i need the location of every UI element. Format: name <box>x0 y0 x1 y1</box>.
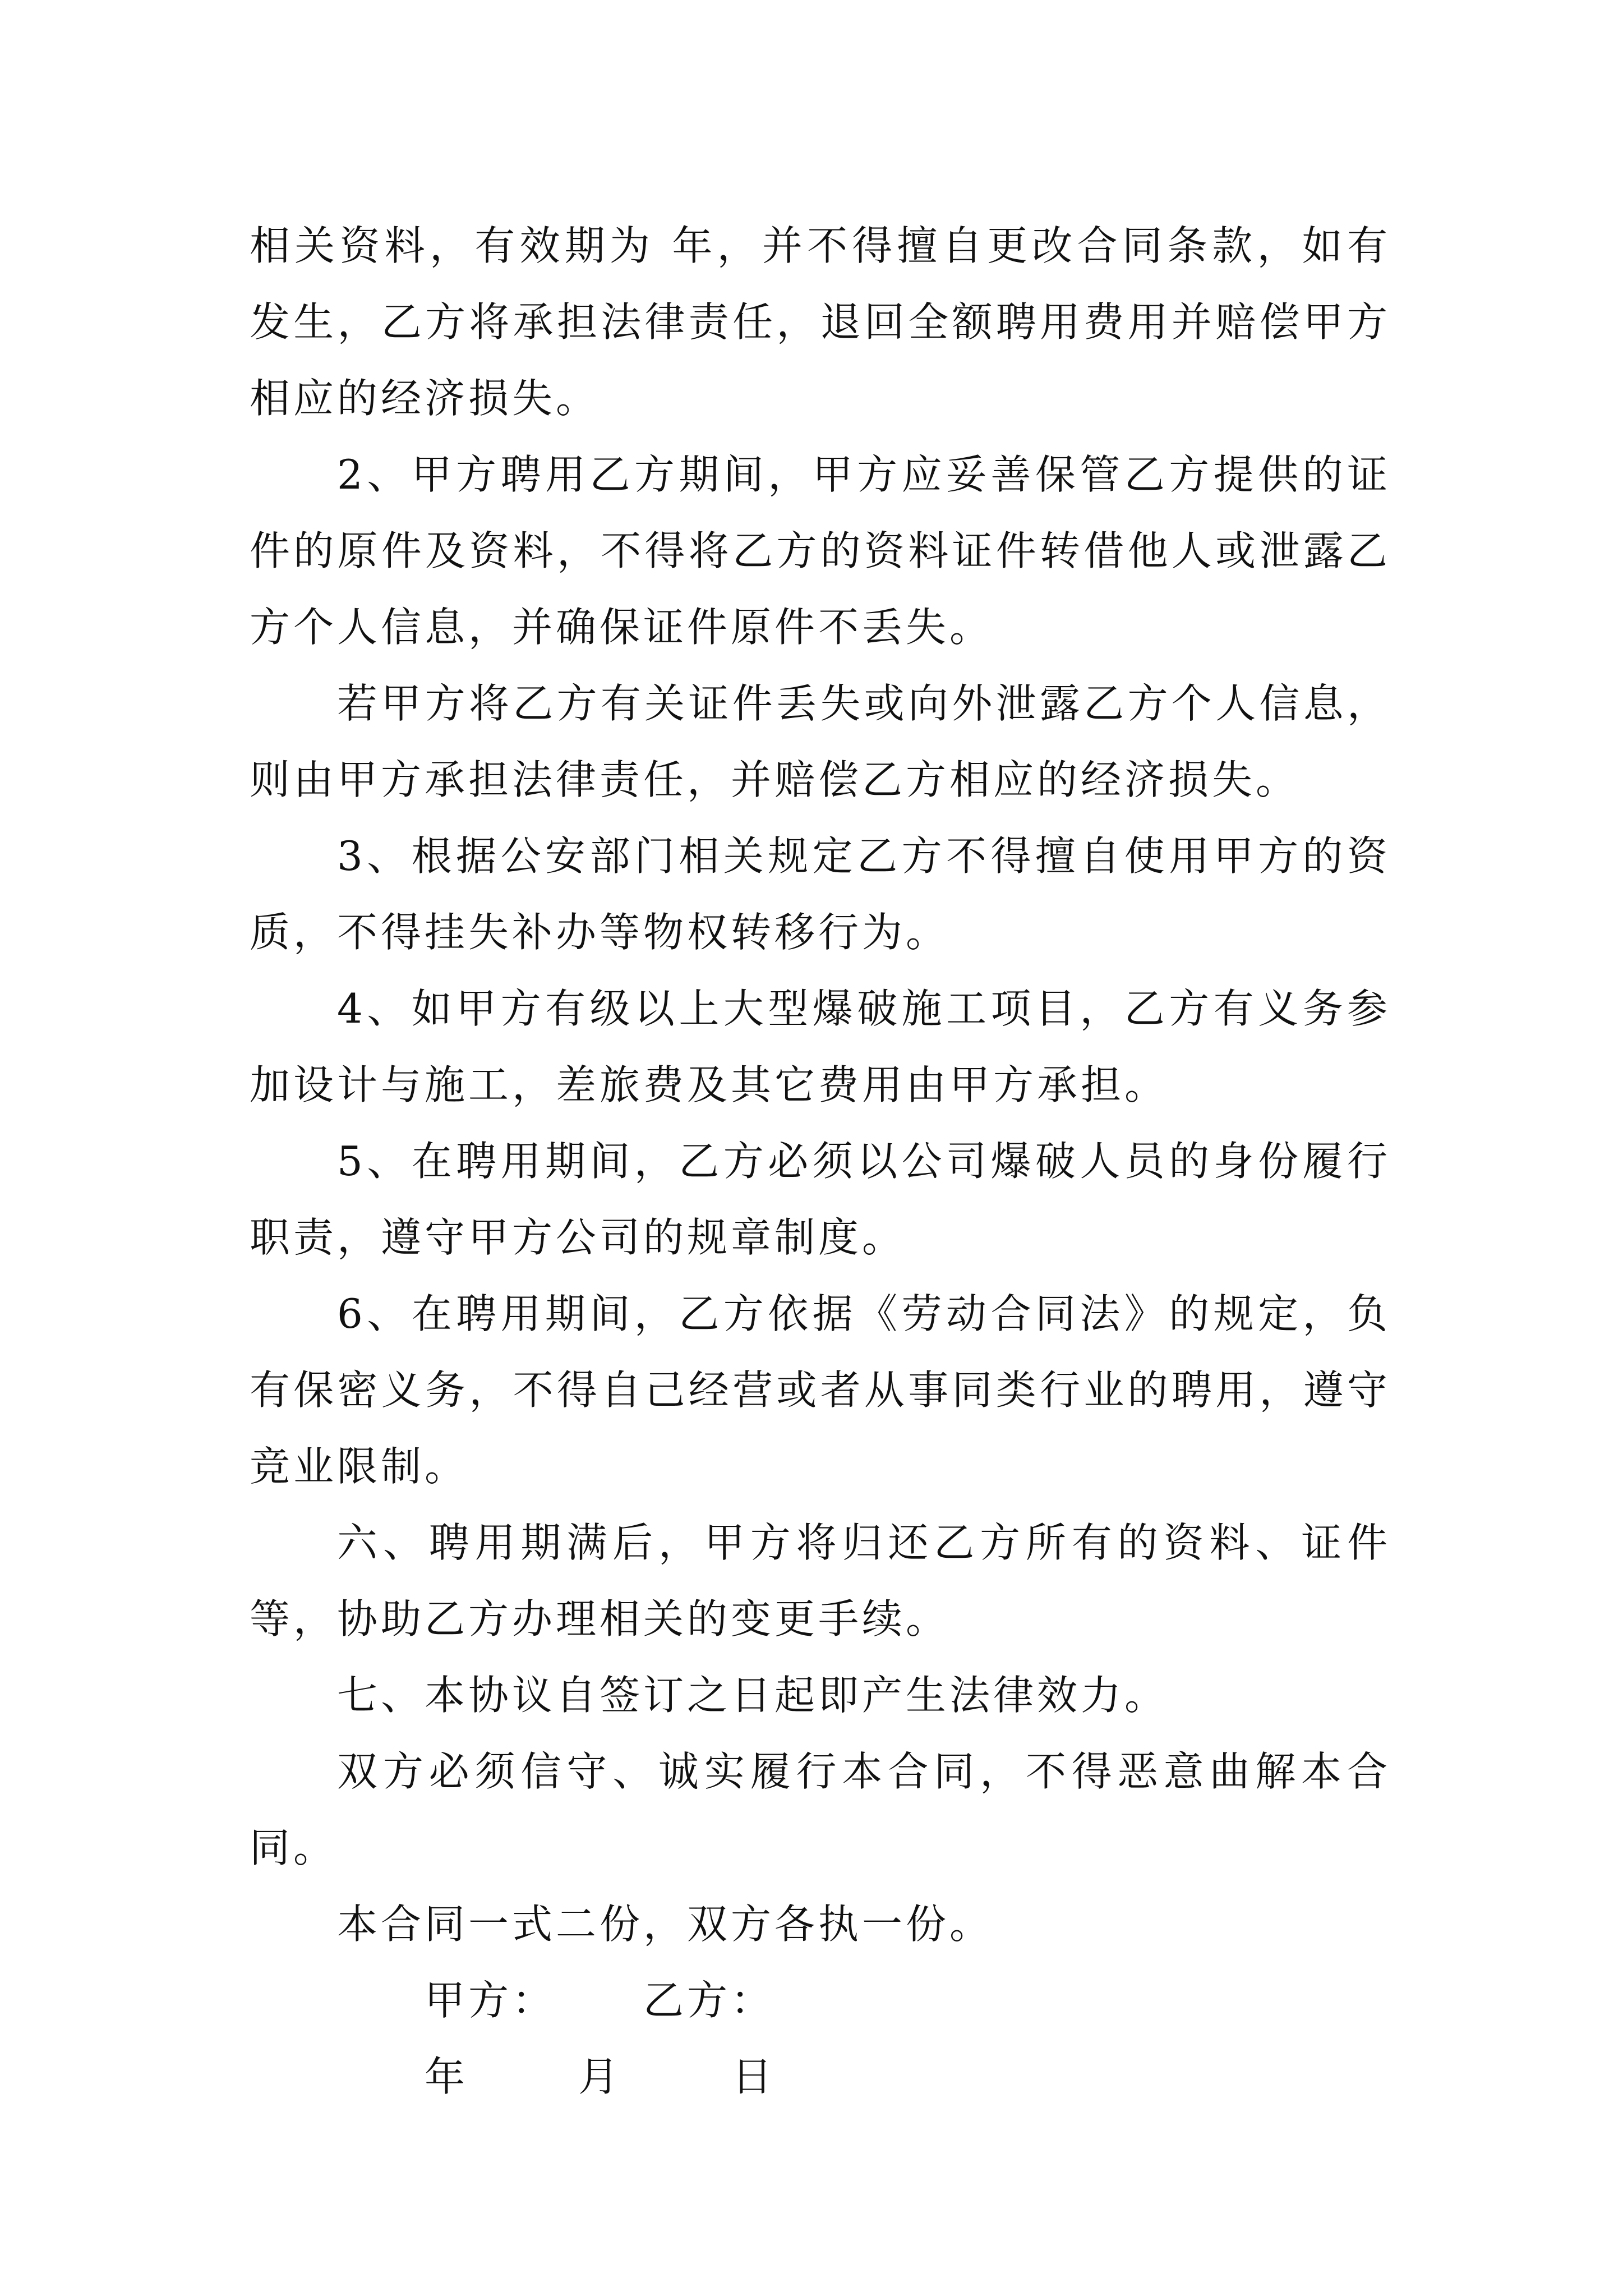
paragraph-clause-4: 4、如甲方有级以上大型爆破施工项目，乙方有义务参加设计与施工，差旅费及其它费用由甲方承担。 <box>250 985 1391 1108</box>
document-body <box>250 208 1391 2115</box>
signature-line <box>250 1962 1391 2039</box>
date-year: 年 <box>425 2053 469 2100</box>
paragraph-good-faith: 双方必须信守、诚实履行本合同，不得恶意曲解本合同。 <box>250 1748 1391 1871</box>
paragraph-loss-liability: 若甲方将乙方有关证件丢失或向外泄露乙方个人信息，则由甲方承担法律责任，并赔偿乙方相应的经济损失。 <box>250 680 1391 803</box>
date-day: 日 <box>732 2053 776 2100</box>
paragraph-section-7: 七、本协议自签订之日起即产生法律效力。 <box>337 1672 1169 1719</box>
date-month: 月 <box>578 2053 623 2100</box>
paragraph-clause-2: 2、甲方聘用乙方期间，甲方应妥善保管乙方提供的证件的原件及资料，不得将乙方的资料证件转借他人或泄露乙方个人信息，并确保证件原件不丢失。 <box>250 451 1391 651</box>
party-b-label: 乙方： <box>643 1977 775 2024</box>
paragraph-copies: 本合同一式二份，双方各执一份。 <box>337 1901 994 1948</box>
paragraph-validity-clause: 相关资料，有效期为 年，并不得擅自更改合同条款，如有发生，乙方将承担法律责任，退回全额聘用费用并赔偿甲方相应的经济损失。 <box>250 222 1391 422</box>
paragraph-section-6: 六、聘用期满后，甲方将归还乙方所有的资料、证件等，协助乙方办理相关的变更手续。 <box>250 1519 1391 1642</box>
paragraph-clause-5: 5、在聘用期间，乙方必须以公司爆破人员的身份履行职责，遵守甲方公司的规章制度。 <box>250 1138 1391 1261</box>
date-line <box>250 2039 1391 2115</box>
party-a-label: 甲方： <box>425 1977 556 2024</box>
paragraph-clause-6: 6、在聘用期间，乙方依据《劳动合同法》的规定，负有保密义务，不得自己经营或者从事同类行业的聘用，遵守竞业限制。 <box>250 1290 1391 1490</box>
paragraph-clause-3: 3、根据公安部门相关规定乙方不得擅自使用甲方的资质，不得挂失补办等物权转移行为。 <box>250 832 1391 956</box>
